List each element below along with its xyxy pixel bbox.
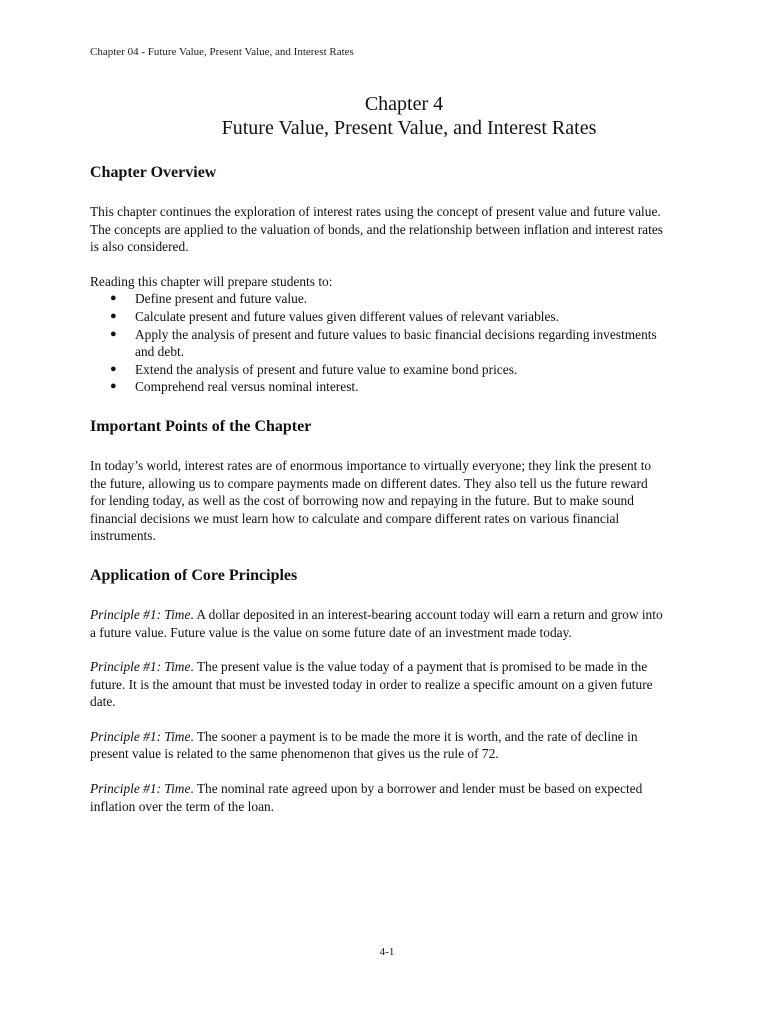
important-points-heading: Important Points of the Chapter bbox=[90, 417, 312, 435]
principle-label: Principle #1: Time bbox=[90, 781, 191, 797]
running-header: Chapter 04 - Future Value, Present Value, and Interest Rates bbox=[90, 46, 354, 58]
objectives-intro: Reading this chapter will prepare students to: bbox=[90, 273, 333, 289]
objective-text: Apply the analysis of present and future values to basic financial decisions regarding investments and debt. bbox=[135, 326, 657, 360]
objective-text: Extend the analysis of present and future value to examine bond prices. bbox=[135, 361, 518, 377]
principle-label: Principle #1: Time bbox=[90, 728, 191, 744]
principle-label: Principle #1: Time bbox=[90, 659, 191, 675]
bullet-icon: ● bbox=[110, 292, 117, 305]
page-number: 4-1 bbox=[379, 946, 395, 958]
overview-heading: Chapter Overview bbox=[90, 164, 217, 181]
principle-text: . The nominal rate agreed upon by a borrower and lender must be based on expected inflation over the term of the loan. bbox=[90, 781, 643, 814]
list-item bbox=[90, 361, 665, 379]
principle-text: . The sooner a payment is to be made the more it is worth, and the rate of decline in present value is related to the same phenomenon that gives us the rule of 72. bbox=[90, 728, 638, 762]
list-item bbox=[90, 326, 665, 361]
principle-text: . The present value is the value today of a payment that is promised to be made in the future. It is the amount that must be invested today in order to realize a specific amount on a given future date. bbox=[90, 659, 653, 710]
principle-paragraph bbox=[90, 780, 665, 815]
chapter-number: Chapter 4 bbox=[364, 93, 444, 115]
list-item bbox=[90, 308, 665, 326]
principle-label: Principle #1: Time bbox=[90, 606, 191, 622]
principle-text: . A dollar deposited in an interest-bearing account today will earn a return and grow into a future value. Future value is the value on some future date of an investment made today. bbox=[90, 606, 663, 640]
bullet-icon: ● bbox=[110, 380, 117, 393]
overview-paragraph: This chapter continues the exploration of interest rates using the concept of present value and future value. The concepts are applied to the valuation of bonds, and the relationship between inflation and interest rates is also considered. bbox=[90, 204, 664, 255]
principle-paragraph bbox=[90, 606, 665, 641]
principle-paragraph bbox=[90, 728, 665, 763]
objective-text: Define present and future value. bbox=[135, 291, 308, 307]
important-points-paragraph: In today’s world, interest rates are of enormous importance to virtually everyone; they link the present to the future, allowing us to compare payments made on different dates. They also tell us the future reward for lending today, as well as the cost of borrowing now and repaying in the future. But to make sound financial decisions we must learn how to calculate and compare different rates on various financial instruments. bbox=[90, 457, 652, 544]
objective-text: Comprehend real versus nominal interest. bbox=[135, 379, 359, 395]
bullet-icon: ● bbox=[110, 327, 117, 340]
objective-text: Calculate present and future values given different values of relevant variables. bbox=[135, 308, 559, 324]
objectives-list bbox=[90, 290, 665, 396]
bullet-icon: ● bbox=[110, 362, 117, 375]
chapter-title: Future Value, Present Value, and Interest Rates bbox=[221, 117, 597, 139]
bullet-icon: ● bbox=[110, 309, 117, 322]
core-principles-heading: Application of Core Principles bbox=[90, 566, 298, 584]
list-item bbox=[90, 378, 665, 396]
main-content bbox=[90, 162, 665, 815]
list-item bbox=[90, 290, 665, 308]
chapter-title-block bbox=[0, 92, 768, 140]
principle-paragraph bbox=[90, 658, 665, 711]
